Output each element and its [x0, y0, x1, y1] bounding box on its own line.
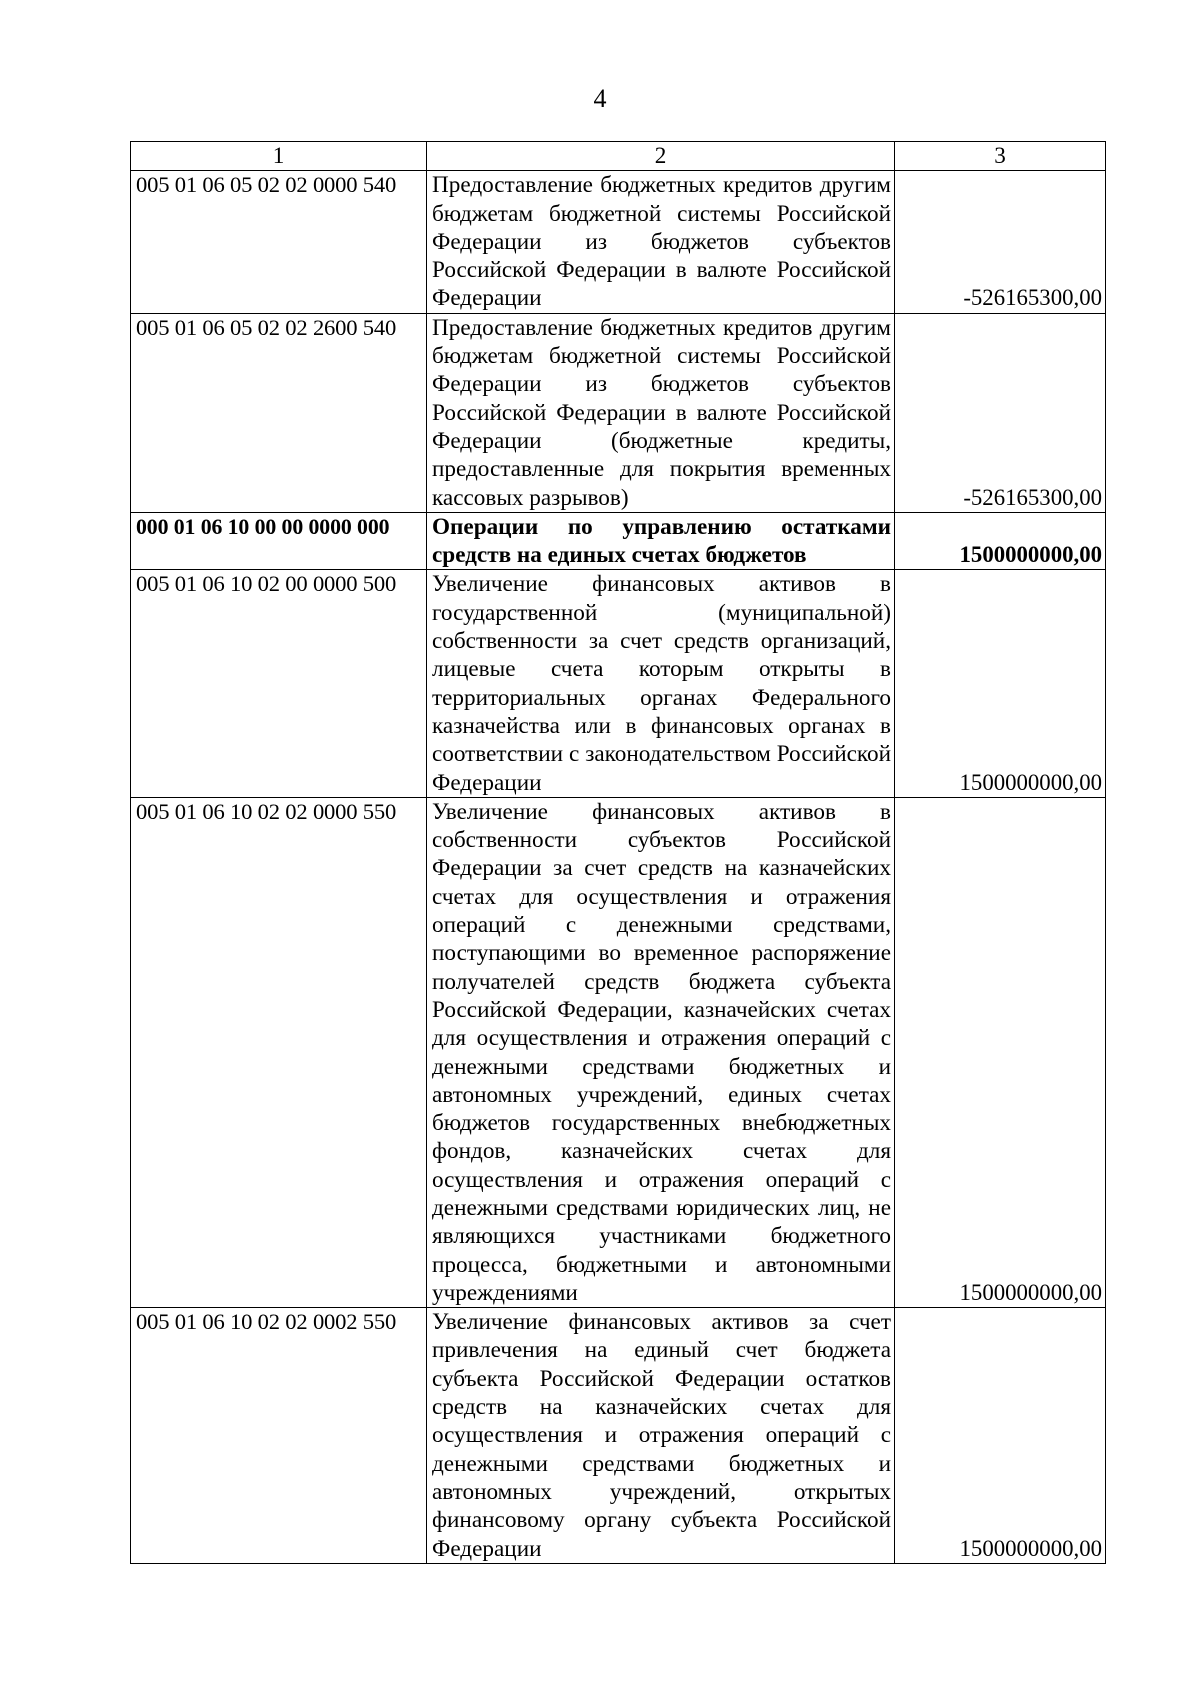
budget-code-cell: 005 01 06 05 02 02 2600 540 [131, 313, 427, 512]
table-header-row [131, 142, 1106, 171]
budget-code-cell: 005 01 06 10 02 00 0000 500 [131, 570, 427, 797]
column-header-2: 2 [427, 142, 895, 171]
amount-cell: -526165300,00 [895, 171, 1106, 313]
column-header-1: 1 [131, 142, 427, 171]
operation-name-cell: Операции по управлению остатками средств на единых счетах бюджетов [427, 512, 895, 570]
operation-name-cell: Предоставление бюджетных кредитов другим бюджетам бюджетной системы Российской Федерации из бюджетов субъектов Российской Федерации в валюте Российской Федерации [427, 171, 895, 313]
budget-code-cell: 005 01 06 10 02 02 0000 550 [131, 797, 427, 1307]
column-header-3: 3 [895, 142, 1106, 171]
amount-cell: -526165300,00 [895, 313, 1106, 512]
table-row-section-total [131, 512, 1106, 570]
amount-cell: 1500000000,00 [895, 512, 1106, 570]
budget-sources-table [130, 141, 1106, 1564]
table-row [131, 570, 1106, 797]
budget-code-cell: 005 01 06 10 02 02 0002 550 [131, 1308, 427, 1564]
table-row [131, 171, 1106, 313]
table-row [131, 797, 1106, 1307]
budget-code-cell: 000 01 06 10 00 00 0000 000 [131, 512, 427, 570]
table-row [131, 1308, 1106, 1564]
operation-name-cell: Увеличение финансовых активов в государственной (муниципальной) собственности за счет средств организаций, лицевые счета которым открыты в территориальных органах Федерального казначейства или в финансовых органах в соответствии с законодательством Российской Федерации [427, 570, 895, 797]
amount-cell: 1500000000,00 [895, 570, 1106, 797]
table-row [131, 313, 1106, 512]
operation-name-cell: Увеличение финансовых активов в собственности субъектов Российской Федерации за счет средств на казначейских счетах для осуществления и отражения операций с денежными средствами, поступающими во временное распоряжение получателей средств бюджета субъекта Российской Федерации, казначейских счетах для осуществления и отражения операций с денежными средствами бюджетных и автономных учреждений, единых счетах бюджетов государственных внебюджетных фондов, казначейских счетах для осуществления и отражения операций с денежными средствами юридических лиц, не являющихся участниками бюджетного процесса, бюджетными и автономными учреждениями [427, 797, 895, 1307]
page-number: 4 [593, 84, 607, 113]
amount-cell: 1500000000,00 [895, 1308, 1106, 1564]
budget-code-cell: 005 01 06 05 02 02 0000 540 [131, 171, 427, 313]
operation-name-cell: Предоставление бюджетных кредитов другим бюджетам бюджетной системы Российской Федерации из бюджетов субъектов Российской Федерации в валюте Российской Федерации (бюджетные кредиты, предоставленные для покрытия временных кассовых разрывов) [427, 313, 895, 512]
operation-name-cell: Увеличение финансовых активов за счет привлечения на единый счет бюджета субъекта Российской Федерации остатков средств на казначейских счетах для осуществления и отражения операций с денежными средствами бюджетных и автономных учреждений, открытых финансовому органу субъекта Российской Федерации [427, 1308, 895, 1564]
amount-cell: 1500000000,00 [895, 797, 1106, 1307]
